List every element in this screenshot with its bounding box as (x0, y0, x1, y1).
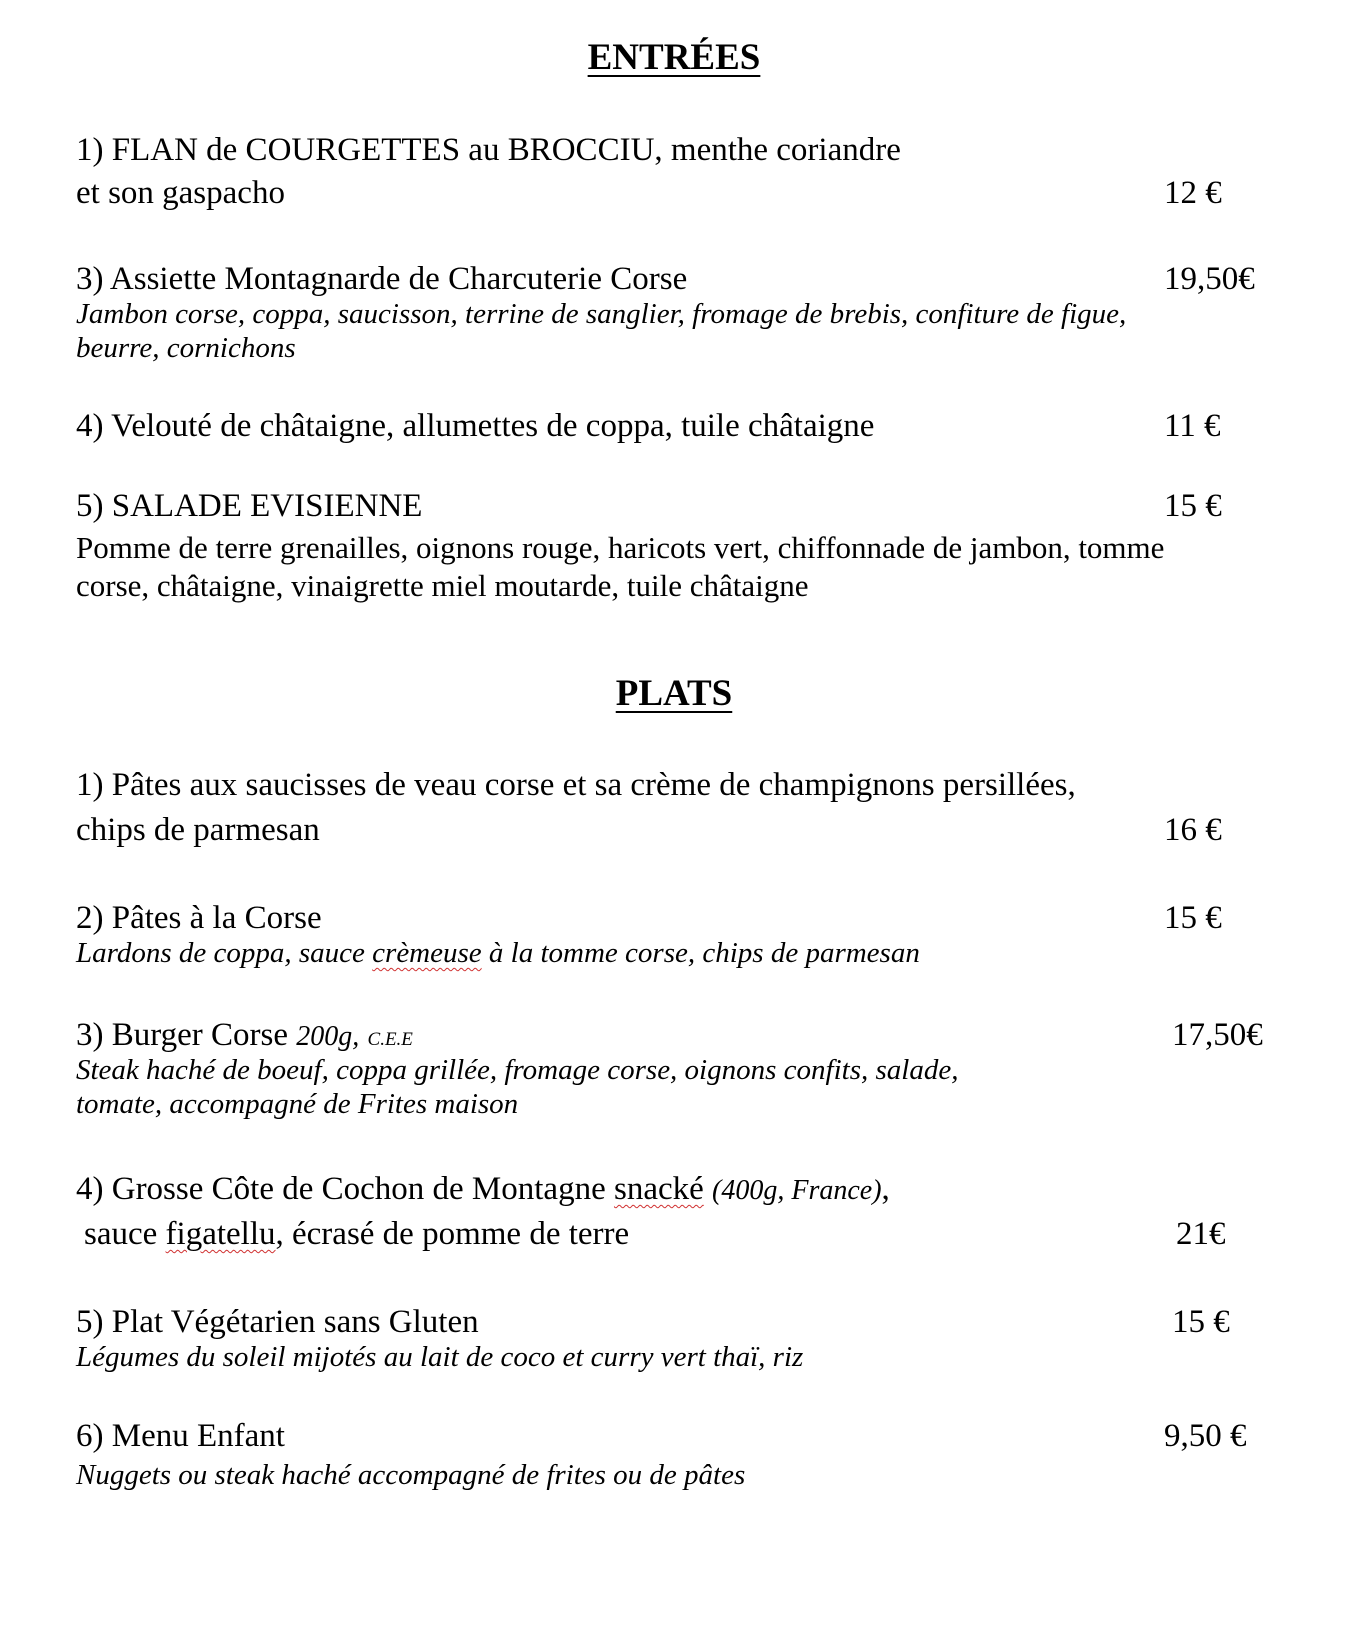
item-price: 11 € (1164, 408, 1221, 444)
item-price: 19,50€ (1164, 261, 1255, 297)
item-name: 3) Assiette Montagnarde de Charcuterie Corse (76, 261, 688, 297)
item-price: 16 € (1164, 812, 1222, 848)
item-description: Nuggets ou steak haché accompagné de frites ou de pâtes (76, 1459, 746, 1491)
item-description: Steak haché de boeuf, coppa grillée, fromage corse, oignons confits, salade, (76, 1054, 959, 1086)
item-name-continued: chips de parmesan (76, 812, 320, 848)
item-description-continued: corse, châtaigne, vinaigrette miel moutarde, tuile châtaigne (76, 568, 809, 603)
item-name: 1) Pâtes aux saucisses de veau corse et sa crème de champignons persillées, (76, 767, 1076, 803)
item-description-continued: tomate, accompagné de Frites maison (76, 1088, 519, 1120)
item-name-text: 3) Burger Corse (76, 1017, 297, 1053)
item-name: 1) FLAN de COURGETTES au BROCCIU, menthe coriandre (76, 132, 901, 168)
item-name-text: sauce (84, 1216, 166, 1252)
section-title-plats: PLATS (615, 673, 733, 714)
item-description (76, 937, 920, 970)
description-part: Lardons de coppa, sauce (76, 937, 373, 969)
item-price: 12 € (1164, 175, 1222, 211)
item-description: Légumes du soleil mijotés au lait de coco et curry vert thaï, riz (76, 1341, 804, 1373)
item-price: 15 € (1164, 900, 1222, 936)
spellcheck-word: figatellu (165, 1216, 276, 1252)
item-name-continued (84, 1216, 629, 1253)
item-description-continued: beurre, cornichons (76, 332, 296, 364)
item-name: 6) Menu Enfant (76, 1418, 285, 1454)
item-description: Pomme de terre grenailles, oignons rouge, haricots vert, chiffonnade de jambon, tomme (76, 530, 1165, 565)
item-name (76, 1171, 890, 1208)
item-price: 15 € (1172, 1304, 1230, 1340)
item-price: 17,50€ (1172, 1017, 1263, 1053)
item-price: 9,50 € (1164, 1418, 1247, 1454)
item-price: 15 € (1164, 488, 1222, 524)
item-name-text: , écrasé de pomme de terre (275, 1216, 630, 1252)
item-origin: C.E.E (367, 1029, 413, 1050)
section-title-entrees: ENTRÉES (587, 37, 761, 78)
item-name-text: 4) Grosse Côte de Cochon de Montagne (76, 1171, 614, 1207)
item-name: 2) Pâtes à la Corse (76, 900, 322, 936)
spellcheck-word: crèmeuse (372, 937, 482, 969)
item-detail: (400g, France) (712, 1175, 882, 1206)
item-name: 5) SALADE EVISIENNE (76, 488, 423, 524)
description-part: à la tomme corse, chips de parmesan (481, 937, 920, 969)
item-name: 5) Plat Végétarien sans Gluten (76, 1304, 479, 1340)
item-name: 4) Velouté de châtaigne, allumettes de coppa, tuile châtaigne (76, 408, 875, 444)
item-name-text: , (881, 1171, 890, 1207)
item-name (76, 1017, 413, 1054)
spellcheck-word: snacké (613, 1171, 704, 1207)
item-description: Jambon corse, coppa, saucisson, terrine de sanglier, fromage de brebis, confiture de figue, (76, 298, 1127, 330)
item-name-continued: et son gaspacho (76, 175, 285, 211)
item-weight: 200g, (296, 1021, 360, 1052)
item-price: 21€ (1176, 1216, 1226, 1252)
